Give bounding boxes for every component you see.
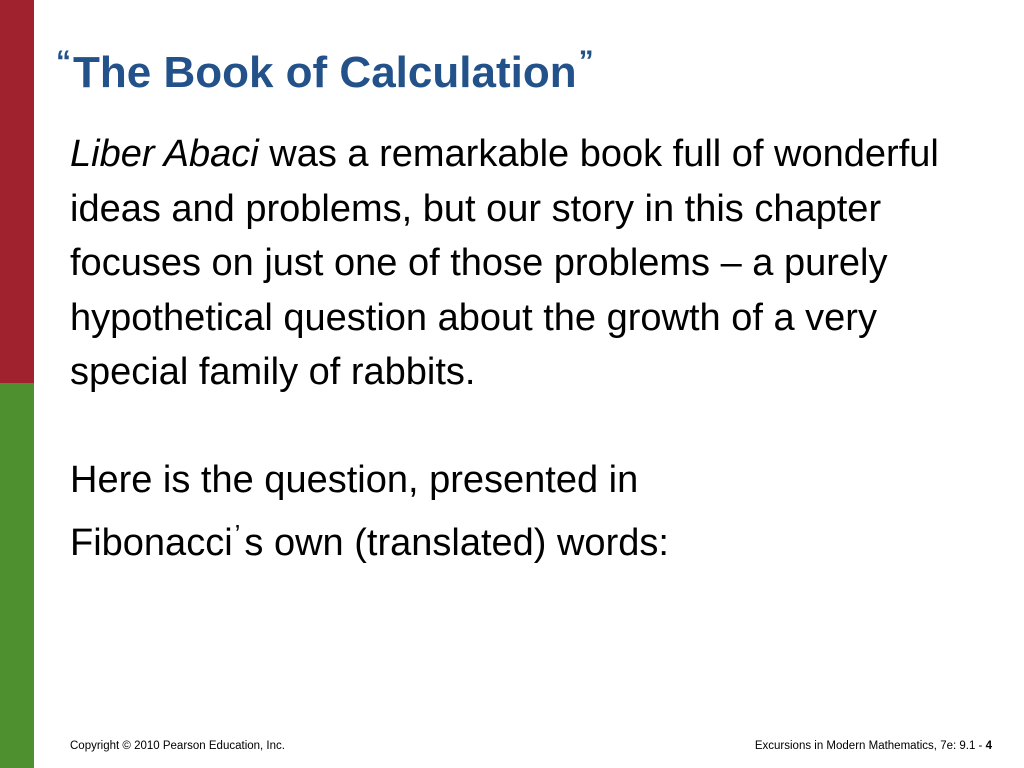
paragraph-liber-abaci xyxy=(70,127,980,400)
paragraph-2-line-1: Here is the question, presented in xyxy=(70,458,639,501)
accent-bar-green xyxy=(0,383,34,768)
apostrophe: ’ xyxy=(234,519,241,549)
footer-course-info xyxy=(755,740,992,752)
paragraph-2-rest: s own (translated) words: xyxy=(244,522,669,564)
title-close-quote: ” xyxy=(578,45,594,78)
title-text: The Book of Calculation xyxy=(73,48,577,97)
paragraph-1-text: was a remarkable book full of wonderful ideas and problems, but our story in this chapter focuses on just one of those problems – a purely hypothetical question about the growth of a very special family of rabbits. xyxy=(70,133,939,393)
footer-course-text: Excursions in Modern Mathematics, 7e: 9.1 - xyxy=(754,740,986,752)
page-number: 4 xyxy=(985,740,992,752)
accent-bar-red xyxy=(0,0,34,383)
fibonacci-name: Fibonacci xyxy=(70,522,233,564)
slide-body xyxy=(70,127,980,571)
paragraph-question-intro xyxy=(70,453,980,571)
book-title-emphasis: Liber Abaci xyxy=(70,133,259,175)
slide-title xyxy=(56,30,594,105)
footer-copyright: Copyright © 2010 Pearson Education, Inc. xyxy=(70,740,285,752)
title-open-quote: “ xyxy=(56,45,71,78)
